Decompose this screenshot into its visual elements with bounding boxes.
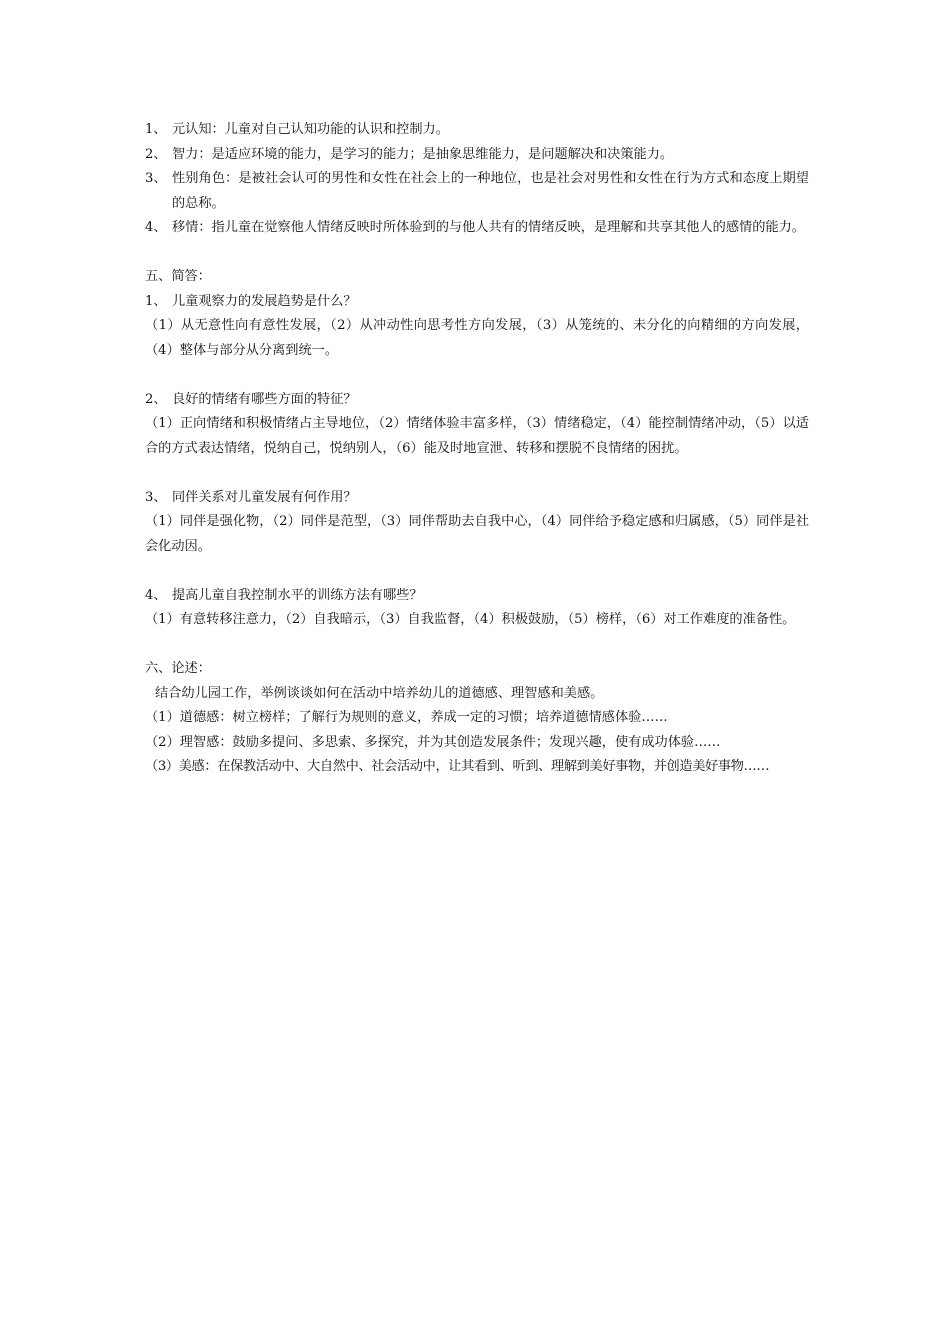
definition-text: 元认知：儿童对自己认知功能的认识和控制力。 [172, 122, 449, 137]
item-number: 2、 [145, 146, 167, 162]
question-text: 提高儿童自我控制水平的训练方法有哪些？ [172, 587, 423, 603]
definition-text: 移情：指儿童在觉察他人情绪反映时所体验到的与他人共有的情绪反映，是理解和共享其他人的感情的能力。 [172, 220, 805, 235]
question [145, 290, 809, 315]
answer-text: （1）同伴是强化物，（2）同伴是范型，（3）同伴帮助去自我中心，（4）同伴给予稳定感和归属感，（5）同伴是社会化动因。 [145, 514, 809, 554]
question-text: 良好的情绪有哪些方面的特征？ [172, 391, 357, 407]
answer-text: （1）有意转移注意力，（2）自我暗示，（3）自我监督，（4）积极鼓励，（5）榜样，（6）对工作难度的准备性。 [145, 612, 796, 627]
question-number: 2、 [145, 391, 167, 407]
spacer [145, 633, 809, 658]
spacer [145, 363, 809, 388]
essay-prompt: 结合幼儿园工作，举例谈谈如何在活动中培养幼儿的道德感、理智感和美感。 [155, 685, 604, 701]
spacer [145, 559, 809, 584]
section-heading: 五、简答： [145, 269, 211, 284]
item-number: 3、 [145, 171, 167, 186]
definition-item [145, 143, 809, 168]
spacer [145, 241, 809, 266]
item-number: 1、 [145, 122, 167, 137]
definition-item [145, 167, 809, 216]
item-number: 4、 [145, 220, 167, 235]
spacer [145, 461, 809, 486]
definition-text: 性别角色：是被社会认可的男性和女性在社会上的一种地位，也是社会对男性和女性在行为方式和态度上期望的总称。 [172, 171, 809, 211]
question-text: 同伴关系对儿童发展有何作用？ [172, 489, 357, 505]
essay-point: （2）理智感：鼓励多提问、多思索、多探究，并为其创造发展条件；发现兴趣，使有成功体验…… [145, 734, 721, 750]
definition-text: 智力：是适应环境的能力，是学习的能力；是抽象思维能力，是问题解决和决策能力。 [172, 146, 674, 162]
question [145, 486, 809, 511]
essay-point: （3）美感：在保教活动中、大自然中、社会活动中，让其看到、听到、理解到美好事物，并创造美好事物…… [145, 759, 770, 774]
question [145, 584, 809, 609]
question [145, 388, 809, 413]
essay-point: （1）道德感：树立榜样；了解行为规则的意义，养成一定的习惯；培养道德情感体验…… [145, 710, 668, 725]
question-text: 儿童观察力的发展趋势是什么？ [172, 293, 357, 309]
answer-text: （1）正向情绪和积极情绪占主导地位，（2）情绪体验丰富多样，（3）情绪稳定，（4）能控制情绪冲动，（5）以适合的方式表达情绪，悦纳自己，悦纳别人，（6）能及时地宣泄、转移和摆脱不良情绪的困扰。 [145, 416, 809, 456]
question-number: 3、 [145, 489, 167, 505]
answer-text: （1）从无意性向有意性发展，（2）从冲动性向思考性方向发展，（3）从笼统的、未分化的向精细的方向发展，（4）整体与部分从分离到统一。 [145, 318, 809, 358]
question-number: 4、 [145, 587, 167, 603]
definition-item [145, 216, 809, 241]
definition-item [145, 118, 809, 143]
section-heading: 六、论述： [145, 661, 211, 676]
document-body [145, 118, 809, 780]
question-number: 1、 [145, 293, 167, 309]
